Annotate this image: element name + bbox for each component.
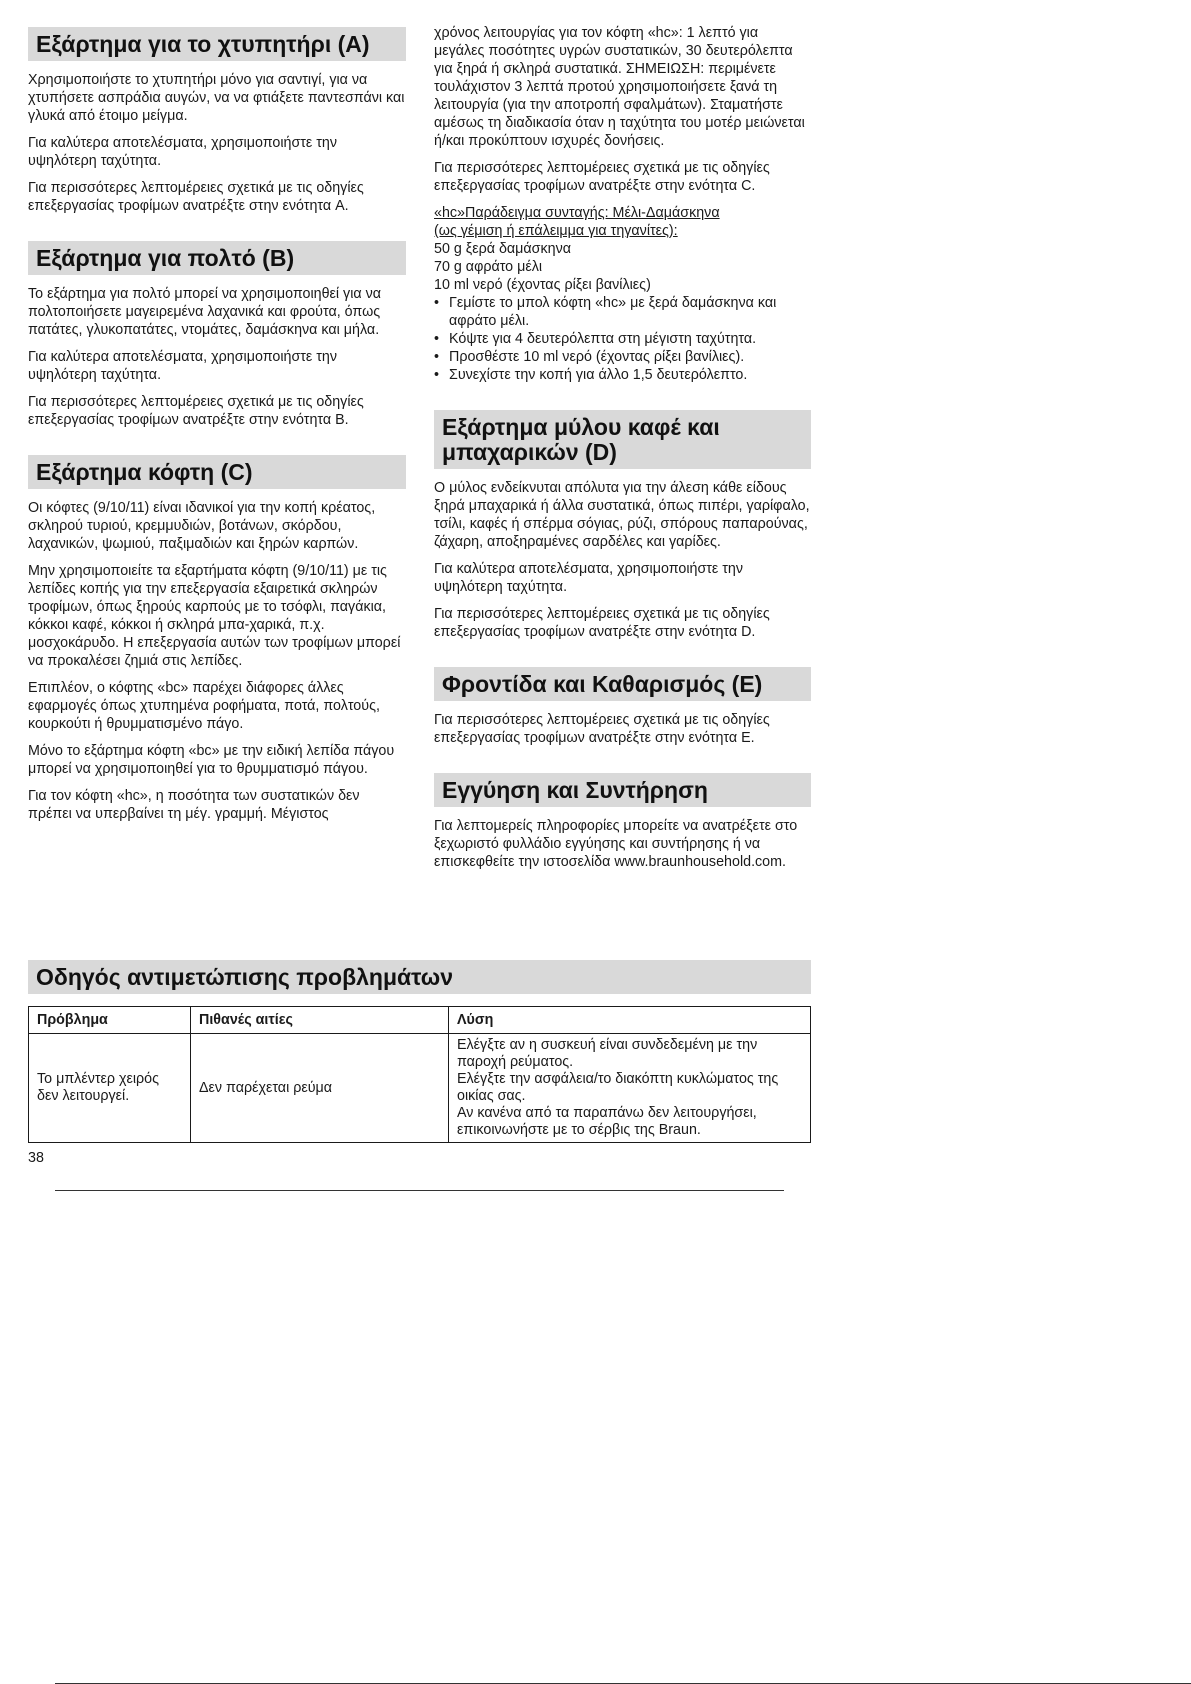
- divider-line: [55, 1190, 784, 1191]
- section-a-paragraph: Για καλύτερα αποτελέσματα, χρησιμοποιήστε την υψηλότερη ταχύτητα.: [28, 135, 338, 169]
- warranty-paragraph: Για λεπτομερείς πληροφορίες μπορείτε να ανατρέξετε στο ξεχωριστό φυλλάδιο εγγύησης και συντήρησης ή να επισκεφθείτε την ιστοσελίδα www.braunhousehold.com.: [434, 818, 798, 870]
- troubleshooting-section: [28, 960, 811, 1143]
- section-c-paragraph: Μην χρησιμοποιείτε τα εξαρτήματα κόφτη (9/10/11) με τις λεπίδες κοπής για την επεξεργασία εξαιρετικά σκληρών τροφίμων, όπως ξηρούς καρπούς με το τσόφλι, παγάκια, κόκκοι καφέ, κόκκοι ή σκληρά μπα-χαρικά, π.χ. μοσχοκάρυδο. Η επεξεργασία αυτών των τροφίμων μπορεί να προκαλέσει ζημιά στις λεπίδες.: [28, 563, 401, 669]
- section-d-heading: Εξάρτημα μύλου καφέ και μπαχαρικών (D): [434, 410, 811, 469]
- section-d-paragraph: Ο μύλος ενδείκνυται απόλυτα για την άλεση κάθε είδους ξηρά μπαχαρικά ή άλλα συστατικά, όπως πιπέρι, γαρίφαλο, τσίλι, καφές ή σπέρμα σόγιας, ρύζι, σπόρους παπαρούνας, ζάχαρη, αποξηραμένες σαρδέλες και γαρίδες.: [434, 480, 810, 550]
- cause-cell: Δεν παρέχεται ρεύμα: [191, 1034, 449, 1143]
- header-problem: Πρόβλημα: [29, 1007, 191, 1034]
- section-a-paragraph: Χρησιμοποιήστε το χτυπητήρι μόνο για σαντιγί, για να χτυπήσετε ασπράδια αυγών, να να φτιάξετε παντεσπάνι και γλυκά από έτοιμο μείγμα.: [28, 72, 405, 124]
- section-b-heading: Εξάρτημα για πολτό (B): [28, 241, 406, 275]
- recipe-ingredient: 70 g αφράτο μέλι: [434, 259, 543, 275]
- recipe-title: «hc»Παράδειγμα συνταγής: Μέλι-Δαμάσκηνα: [434, 205, 720, 221]
- solution-line: Ελέγξτε αν η συσκευή είναι συνδεδεμένη με την παροχή ρεύματος.: [457, 1037, 758, 1070]
- section-d-paragraph: Για περισσότερες λεπτομέρειες σχετικά με τις οδηγίες επεξεργασίας τροφίμων ανατρέξτε στην ενότητα D.: [434, 606, 770, 640]
- section-e-paragraph: Για περισσότερες λεπτομέρειες σχετικά με τις οδηγίες επεξεργασίας τροφίμων ανατρέξτε στην ενότητα E.: [434, 712, 770, 746]
- section-a-paragraph: Για περισσότερες λεπτομέρειες σχετικά με τις οδηγίες επεξεργασίας τροφίμων ανατρέξτε στην ενότητα A.: [28, 180, 364, 214]
- solution-line: Αν κανένα από τα παραπάνω δεν λειτουργήσει, επικοινωνήστε με το σέρβις της Braun.: [457, 1105, 757, 1138]
- section-c-paragraph: Μόνο το εξάρτημα κόφτη «bc» με την ειδική λεπίδα πάγου μπορεί να χρησιμοποιηθεί για το θρυμματισμό πάγου.: [28, 743, 395, 777]
- recipe-subtitle: (ως γέμιση ή επάλειμμα για τηγανίτες):: [434, 223, 678, 239]
- left-column: [28, 24, 406, 832]
- section-c-paragraph: Οι κόφτες (9/10/11) είναι ιδανικοί για την κοπή κρέατος, σκληρού τυριού, κρεμμυδιών, βοτάνων, σκόρδου, λαχανικών, ψωμιού, παξιμαδιών και ξηρών καρπών.: [28, 500, 376, 552]
- recipe-step: • Προσθέστε 10 ml νερό (έχοντας ρίξει βανίλιες).: [434, 348, 811, 366]
- recipe-step: • Κόψτε για 4 δευτερόλεπτα στη μέγιστη ταχύτητα.: [434, 330, 811, 348]
- section-a-heading: Εξάρτημα για το χτυπητήρι (A): [28, 27, 406, 61]
- troubleshooting-heading: Οδηγός αντιμετώπισης προβλημάτων: [28, 960, 811, 994]
- table-row: [29, 1034, 811, 1143]
- section-c-continued-paragraph: χρόνος λειτουργίας για τον κόφτη «hc»: 1 λεπτό για μεγάλες ποσότητες υγρών συστατικών, 30 δευτερόλεπτα για ξηρά ή σκληρά συστατικά. ΣΗΜΕΙΩΣΗ: περιμένετε τουλάχιστον 3 λεπτά προτού χρησιμοποιήσετε ξανά τη λειτουργία (για την αποτροπή σφαλμάτων). Σταματήστε αμέσως τη διαδικασία όταν η ταχύτητα του μοτέρ μειώνεται ή/και προκύπτουν ισχυρές δονήσεις.: [434, 25, 805, 149]
- header-solution: Λύση: [449, 1007, 811, 1034]
- troubleshooting-table: [28, 1006, 811, 1143]
- page-number: 38: [28, 1150, 44, 1166]
- warranty-heading: Εγγύηση και Συντήρηση: [434, 773, 811, 807]
- solution-line: Ελέγξτε την ασφάλεια/το διακόπτη κυκλώματος της οικίας σας.: [457, 1071, 779, 1104]
- problem-cell: Το μπλέντερ χειρός δεν λειτουργεί.: [29, 1034, 191, 1143]
- recipe-ingredient: 50 g ξερά δαμάσκηνα: [434, 241, 572, 257]
- recipe-block: [434, 204, 811, 384]
- solution-cell: [449, 1034, 811, 1143]
- section-c-continued-paragraph: Για περισσότερες λεπτομέρειες σχετικά με τις οδηγίες επεξεργασίας τροφίμων ανατρέξτε στην ενότητα C.: [434, 160, 770, 194]
- section-e-heading: Φροντίδα και Καθαρισμός (E): [434, 667, 811, 701]
- section-b-paragraph: Το εξάρτημα για πολτό μπορεί να χρησιμοποιηθεί για να πολτοποιήσετε μαγειρεμένα λαχανικά και φρούτα, όπως πατάτες, γλυκοπατάτες, ντομάτες, δαμάσκηνα και μήλα.: [28, 286, 382, 338]
- table-header-row: [29, 1007, 811, 1034]
- right-column: [434, 24, 811, 880]
- recipe-steps: [434, 294, 811, 384]
- recipe-step: • Γεμίστε το μπολ κόφτη «hc» με ξερά δαμάσκηνα και αφράτο μέλι.: [434, 294, 811, 330]
- section-c-heading: Εξάρτημα κόφτη (C): [28, 455, 406, 489]
- recipe-step: • Συνεχίστε την κοπή για άλλο 1,5 δευτερόλεπτο.: [434, 366, 811, 384]
- section-c-paragraph: Για τον κόφτη «hc», η ποσότητα των συστατικών δεν πρέπει να υπερβαίνει τη μέγ. γραμμή. Μέγιστος: [28, 788, 360, 822]
- section-b-paragraph: Για περισσότερες λεπτομέρειες σχετικά με τις οδηγίες επεξεργασίας τροφίμων ανατρέξτε στην ενότητα B.: [28, 394, 364, 428]
- section-b-paragraph: Για καλύτερα αποτελέσματα, χρησιμοποιήστε την υψηλότερη ταχύτητα.: [28, 349, 338, 383]
- header-causes: Πιθανές αιτίες: [191, 1007, 449, 1034]
- section-d-paragraph: Για καλύτερα αποτελέσματα, χρησιμοποιήστε την υψηλότερη ταχύτητα.: [434, 561, 744, 595]
- recipe-ingredient: 10 ml νερό (έχοντας ρίξει βανίλιες): [434, 277, 651, 293]
- section-c-paragraph: Επιπλέον, ο κόφτης «bc» παρέχει διάφορες άλλες εφαρμογές όπως χτυπημένα ροφήματα, ποτά, πολτούς, κουρκούτι ή θρυμματισμένο πάγο.: [28, 680, 380, 732]
